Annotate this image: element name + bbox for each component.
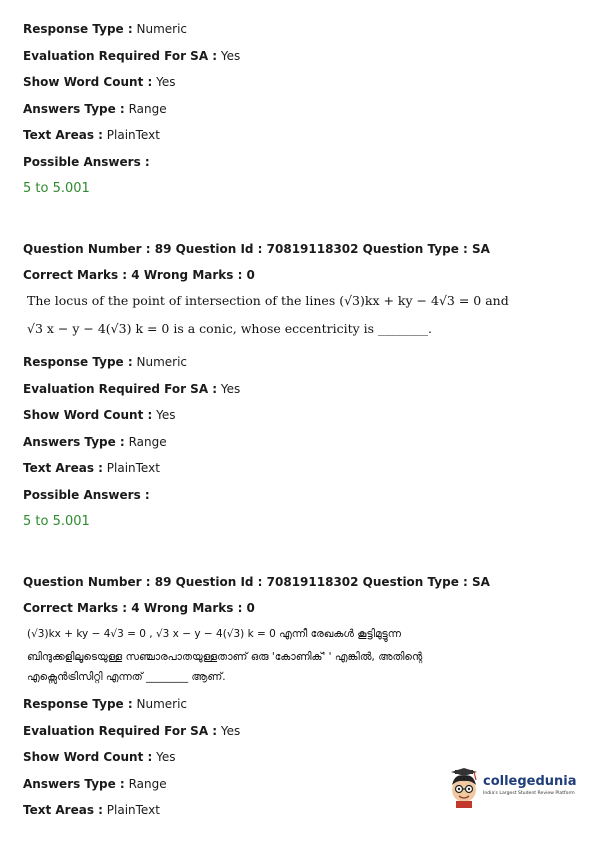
possible-answer-value: 5 to 5.001 <box>23 514 90 529</box>
word-count-row: Show Word Count : Yes <box>23 750 176 764</box>
question-text-line-2: √3 x − y − 4(√3) k = 0 is a conic, whose eccentricity is ________. <box>27 321 433 336</box>
text-areas-row: Text Areas : PlainText <box>23 128 160 142</box>
logo-wordmark: collegedunia <box>483 774 577 789</box>
marks-row: Correct Marks : 4 Wrong Marks : 0 <box>23 268 255 282</box>
logo-tagline: India's Largest Student Review Platform <box>483 791 575 796</box>
text-areas-row: Text Areas : PlainText <box>23 803 160 817</box>
response-type-row: Response Type : Numeric <box>23 22 188 36</box>
question-header: Question Number : 89 Question Id : 70819118302 Question Type : SA <box>23 575 490 589</box>
question-text-line-1: The locus of the point of intersection of the lines (√3)kx + ky − 4√3 = 0 and <box>27 293 509 308</box>
question-text-line-1: (√3)kx + ky − 4√3 = 0 , √3 x − y − 4(√3) k = 0 എന്നീ രേഖകൾ കൂട്ടിമുട്ടുന്ന <box>27 628 401 640</box>
question-text-line-3: എക്സെൻട്രിസിറ്റി എന്നത് ________ ആണ്. <box>27 671 226 683</box>
answers-type-row: Answers Type : Range <box>23 102 167 116</box>
text-areas-row: Text Areas : PlainText <box>23 461 160 475</box>
response-type-row: Response Type : Numeric <box>23 355 188 369</box>
answers-type-row: Answers Type : Range <box>23 777 167 791</box>
collegedunia-logo <box>447 768 577 808</box>
possible-answers-row: Possible Answers : <box>23 155 150 169</box>
word-count-row: Show Word Count : Yes <box>23 75 176 89</box>
evaluation-row: Evaluation Required For SA : Yes <box>23 724 241 738</box>
response-type-row: Response Type : Numeric <box>23 697 188 711</box>
mascot-icon <box>447 768 481 808</box>
possible-answer-value: 5 to 5.001 <box>23 181 90 196</box>
marks-row: Correct Marks : 4 Wrong Marks : 0 <box>23 601 255 615</box>
evaluation-row: Evaluation Required For SA : Yes <box>23 49 241 63</box>
question-header: Question Number : 89 Question Id : 70819118302 Question Type : SA <box>23 242 490 256</box>
evaluation-row: Evaluation Required For SA : Yes <box>23 382 241 396</box>
question-text-line-2: ബിന്ദുക്കളിലൂടെയുള്ള സഞ്ചാരപാതയുള്ളതാണ് ഒരു 'കോണിക്' ' എങ്കിൽ, അതിന്റെ <box>27 651 423 663</box>
word-count-row: Show Word Count : Yes <box>23 408 176 422</box>
possible-answers-row: Possible Answers : <box>23 488 150 502</box>
answers-type-row: Answers Type : Range <box>23 435 167 449</box>
